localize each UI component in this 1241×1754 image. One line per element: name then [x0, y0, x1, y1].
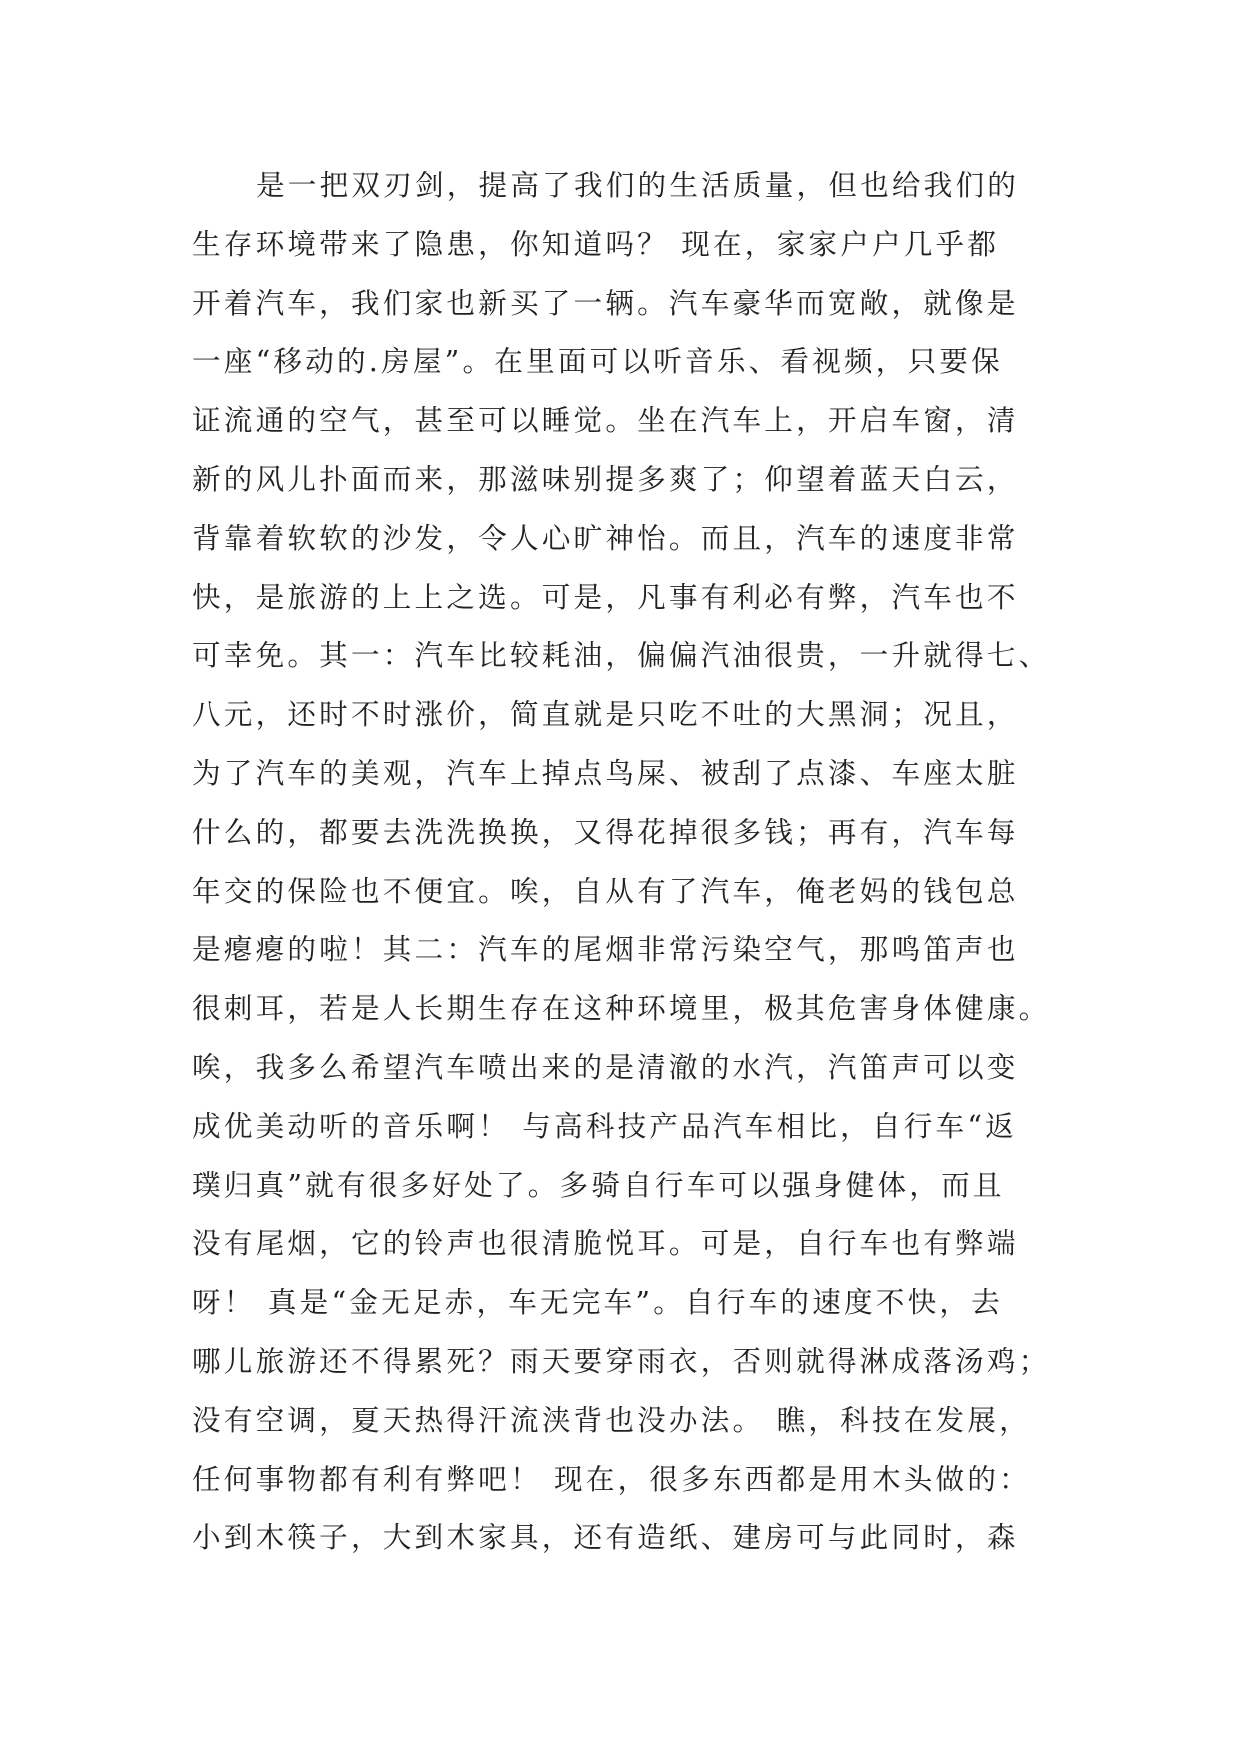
body-paragraph [192, 156, 1052, 1567]
text-line: 没有尾烟，它的铃声也很清脆悦耳。可是，自行车也有弊端 [192, 1226, 1019, 1261]
text-line: 成优美动听的音乐啊！ 与高科技产品汽车相比，自行车“返 [192, 1108, 1017, 1143]
text-line: 可幸免。其一：汽车比较耗油，偏偏汽油很贵，一升就得七、 [192, 638, 1051, 673]
text-line: 快，是旅游的上上之选。可是，凡事有利必有弊，汽车也不 [192, 579, 1019, 614]
text-line: 新的风儿扑面而来，那滋味别提多爽了；仰望着蓝天白云， [192, 461, 1019, 496]
text-line: 哪儿旅游还不得累死？雨天要穿雨衣，否则就得淋成落汤鸡； [192, 1343, 1051, 1378]
text-line: 没有空调，夏天热得汗流浃背也没办法。 瞧，科技在发展， [192, 1402, 1031, 1437]
text-line: 为了汽车的美观，汽车上掉点鸟屎、被刮了点漆、车座太脏 [192, 755, 1019, 790]
text-line: 生存环境带来了隐患，你知道吗？ 现在，家家户户几乎都 [192, 226, 1000, 261]
text-line: 璞归真”就有很多好处了。多骑自行车可以强身健体，而且 [192, 1167, 1005, 1202]
text-line: 证流通的空气，甚至可以睡觉。坐在汽车上，开启车窗，清 [192, 403, 1019, 438]
text-line: 八元，还时不时涨价，简直就是只吃不吐的大黑洞；况且， [192, 697, 1019, 732]
text-line: 唉，我多么希望汽车喷出来的是清澈的水汽，汽笛声可以变 [192, 1049, 1019, 1084]
text-line: 年交的保险也不便宜。唉，自从有了汽车，俺老妈的钱包总 [192, 873, 1019, 908]
text-line: 很刺耳，若是人长期生存在这种环境里，极其危害身体健康。 [192, 991, 1051, 1026]
text-line: 是瘪瘪的啦！其二：汽车的尾烟非常污染空气，那鸣笛声也 [192, 932, 1019, 967]
text-line: 开着汽车，我们家也新买了一辆。汽车豪华而宽敞，就像是 [192, 285, 1019, 320]
text-line: 呀！ 真是“金无足赤，车无完车”。自行车的速度不快，去 [192, 1285, 1003, 1320]
text-line: 小到木筷子，大到木家具，还有造纸、建房可与此同时，森 [192, 1520, 1019, 1555]
text-line: 一座“移动的.房屋”。在里面可以听音乐、看视频，只要保 [192, 344, 1003, 379]
text-line: 背靠着软软的沙发，令人心旷神怡。而且，汽车的速度非常 [192, 520, 1019, 555]
text-line: 什么的，都要去洗洗换换，又得花掉很多钱；再有，汽车每 [192, 814, 1019, 849]
text-line: 任何事物都有利有弊吧！ 现在，很多东西都是用木头做的： [192, 1461, 1031, 1496]
text-line: 是一把双刃剑，提高了我们的生活质量，但也给我们的 [256, 168, 1020, 202]
